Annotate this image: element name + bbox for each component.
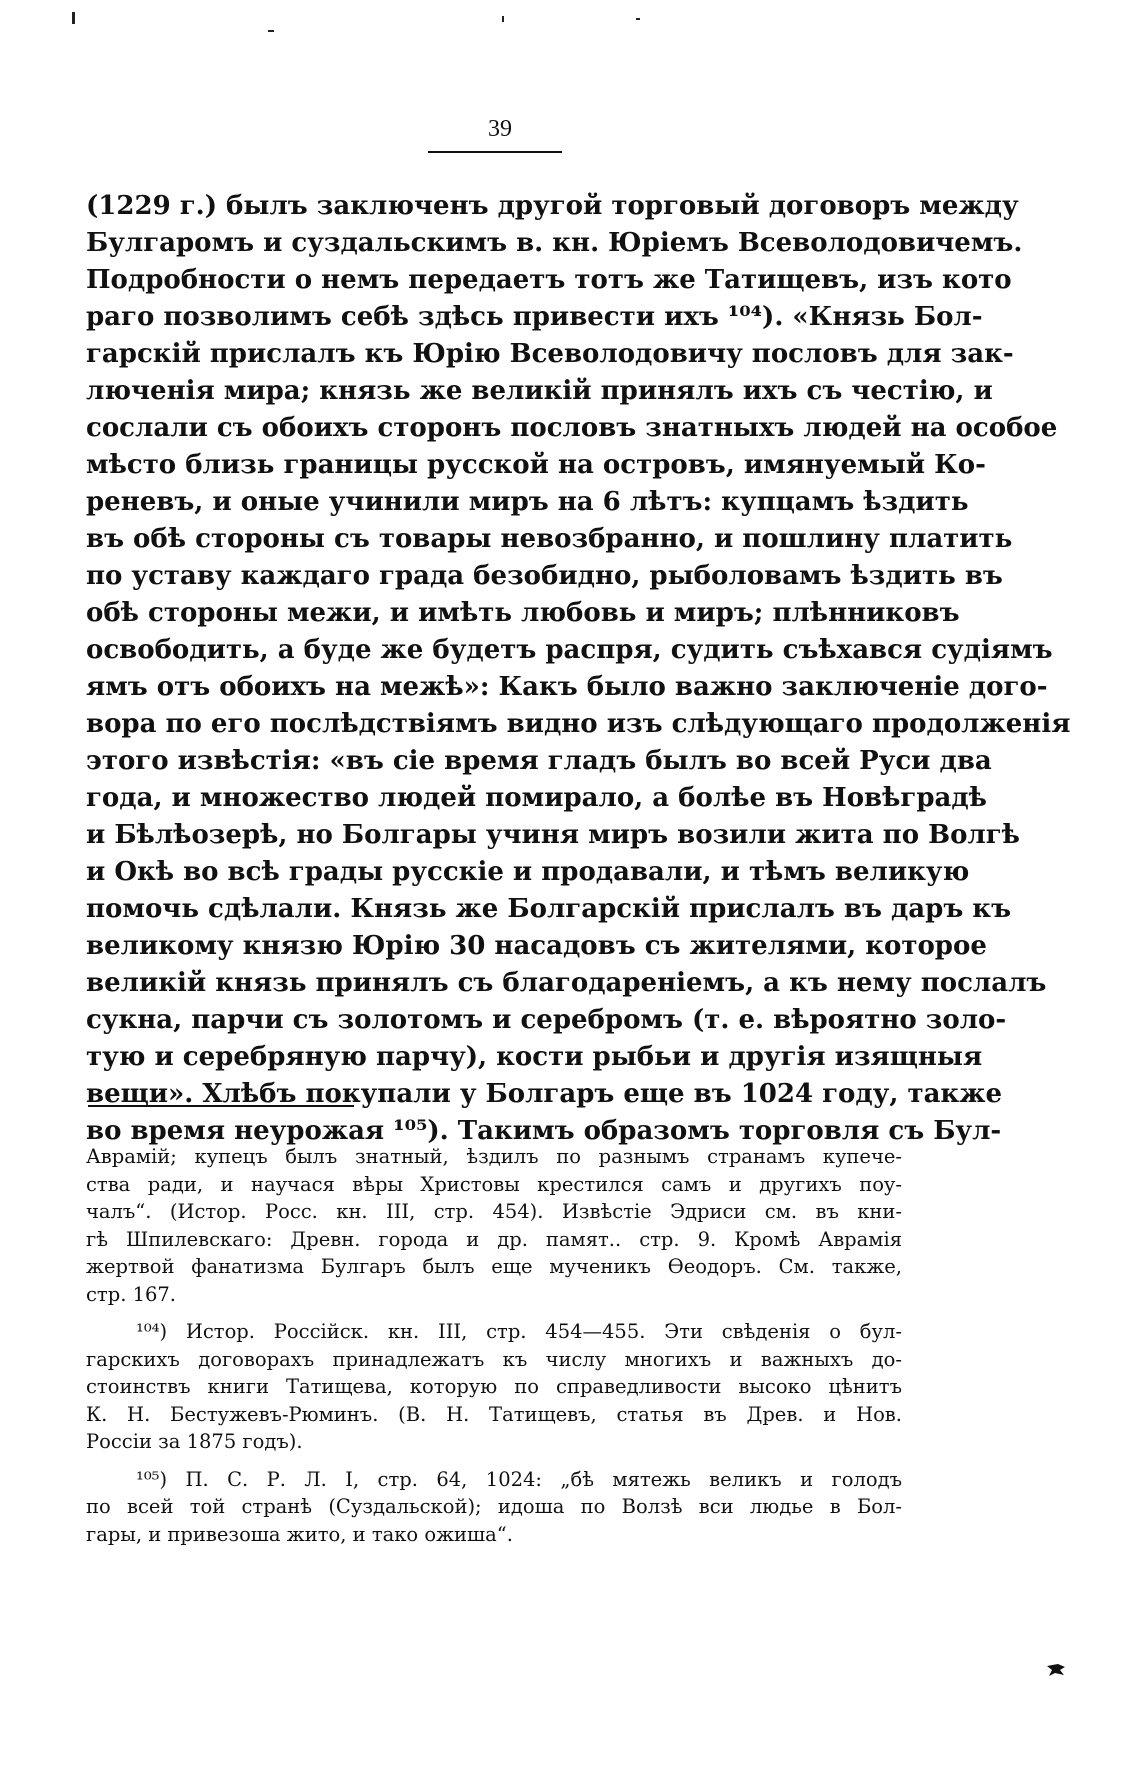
body-text-line: сослали съ обоихъ сторонъ пословъ знатныхъ людей на особое [86, 413, 1058, 443]
main-text [86, 188, 1071, 1150]
body-text-line: помочь сдѣлали. Князь же Болгарскій прислалъ въ даръ къ [86, 894, 1012, 924]
footnote-line: чалъ“. (Истор. Росс. кн. III, стр. 454). Извѣстіе Эдриси см. въ кни- [86, 1200, 902, 1223]
body-text-line: и Окѣ во всѣ грады русскіе и продавали, и тѣмъ великую [86, 857, 970, 887]
scan-speck [502, 16, 504, 22]
body-text-line: сукна, парчи съ золотомъ и серебромъ (т. е. вѣроятно золо- [86, 1005, 1007, 1035]
body-text-line: вещи». Хлѣбъ покупали у Болгаръ еще въ 1024 году, также [86, 1079, 1003, 1109]
footnote-gap [86, 1308, 902, 1318]
footnote-line: жертвой фанатизма Булгаръ былъ еще мученикъ Ѳеодоръ. См. также, [86, 1255, 902, 1278]
body-text-line: Подробности о немъ передаетъ тотъ же Татищевъ, изъ кото [86, 265, 1012, 295]
body-text-line: этого извѣстія: «въ сіе время гладъ былъ во всей Руси два [86, 746, 992, 776]
footnote-104-line: ¹⁰⁴) Истор. Россійск. кн. III, стр. 454—455. Эти свѣденія о бул- [136, 1320, 902, 1343]
body-text-line: ямъ отъ обоихъ на межѣ»: Какъ было важно заключеніе дого- [86, 672, 1048, 702]
body-text-line: Булгаромъ и суздальскимъ в. кн. Юріемъ Всеволодовичемъ. [86, 228, 1023, 258]
body-text-line: года, и множество людей помирало, а болѣе въ Новѣградѣ [86, 783, 987, 813]
page-number: 39 [488, 116, 512, 142]
footnote-104-line: Россіи за 1875 годъ). [86, 1430, 303, 1453]
footnote-line: стр. 167. [86, 1282, 177, 1306]
footnote-line: Аврамій; купецъ былъ знатный, ѣздилъ по разнымъ странамъ купече- [86, 1145, 902, 1168]
footnote-gap [86, 1456, 902, 1466]
footnote-line: гѣ Шпилевскаго: Древн. города и др. памят.. стр. 9. Кромѣ Аврамія [86, 1227, 902, 1251]
body-text-line: обѣ стороны межи, и имѣть любовь и миръ; плѣнниковъ [86, 598, 960, 628]
body-text-line: и Бѣлѣозерѣ, но Болгары учиня миръ возили жита по Волгѣ [86, 820, 1020, 850]
body-text-line: освободить, а буде же будетъ распря, судить съѣхався судіямъ [86, 635, 1053, 665]
footnote-105-line: ¹⁰⁵) П. С. Р. Л. I, стр. 64, 1024: „бѣ мятежь великъ и голодъ [136, 1467, 902, 1491]
page-number-rule [428, 151, 562, 153]
body-text-line: въ обѣ стороны съ товары невозбранно, и пошлину платить [86, 524, 1013, 554]
footnotes [86, 1143, 902, 1548]
scan-speck [636, 18, 640, 20]
body-text-line: (1229 г.) былъ заключенъ другой торговый договоръ между [86, 191, 1019, 221]
body-text-line: реневъ, и оные учинили миръ на 6 лѣтъ: купцамъ ѣздить [86, 487, 969, 517]
ink-blot-icon [1046, 1662, 1066, 1676]
footnote-104-line: стоинствъ книги Татищева, которую по справедливости высоко цѣнитъ [86, 1375, 902, 1398]
body-text-line: раго позволимъ себѣ здѣсь привести ихъ ¹⁰⁴). «Князь Бол- [86, 302, 983, 332]
body-text-line: мѣсто близь границы русской на островъ, имянуемый Ко- [86, 450, 986, 480]
footnote-105-line: по всей той странѣ (Суздальской); идоша по Волзѣ вси людье в Бол- [86, 1495, 902, 1518]
footnote-104-line: гарскихъ договорахъ принадлежатъ къ числу многихъ и важныхъ до- [86, 1347, 902, 1371]
body-text-line: по уставу каждаго града безобидно, рыболовамъ ѣздить въ [86, 561, 1003, 591]
body-text-line: тую и серебряную парчу), кости рыбьи и другія изящныя [86, 1042, 983, 1072]
body-text-line: гарскій прислалъ къ Юрію Всеволодовичу пословъ для зак- [86, 339, 1014, 369]
footnote-separator [88, 1105, 354, 1107]
scan-speck [268, 30, 274, 32]
body-text-line: люченія мира; князь же великій принялъ ихъ съ честію, и [86, 376, 993, 406]
body-text-line: великому князю Юрію 30 насадовъ съ жителями, которое [86, 931, 987, 961]
body-text-line: великій князь принялъ съ благодареніемъ, а къ нему послалъ [86, 968, 1047, 998]
scan-speck [72, 12, 75, 24]
footnote-line: ства ради, и научася вѣры Христовы крестился самъ и другихъ поу- [86, 1172, 902, 1196]
body-text-line: вора по его послѣдствіямъ видно изъ слѣдующаго продолженія [86, 709, 1071, 739]
body-text-line: во время неурожая ¹⁰⁵). Такимъ образомъ торговля съ Бул- [86, 1116, 1002, 1146]
footnote-105-line: гары, и привезоша жито, и тако ожиша“. [86, 1522, 513, 1546]
footnote-104-line: К. Н. Бестужевъ-Рюминъ. (В. Н. Татищевъ, статья въ Древ. и Нов. [86, 1402, 902, 1426]
